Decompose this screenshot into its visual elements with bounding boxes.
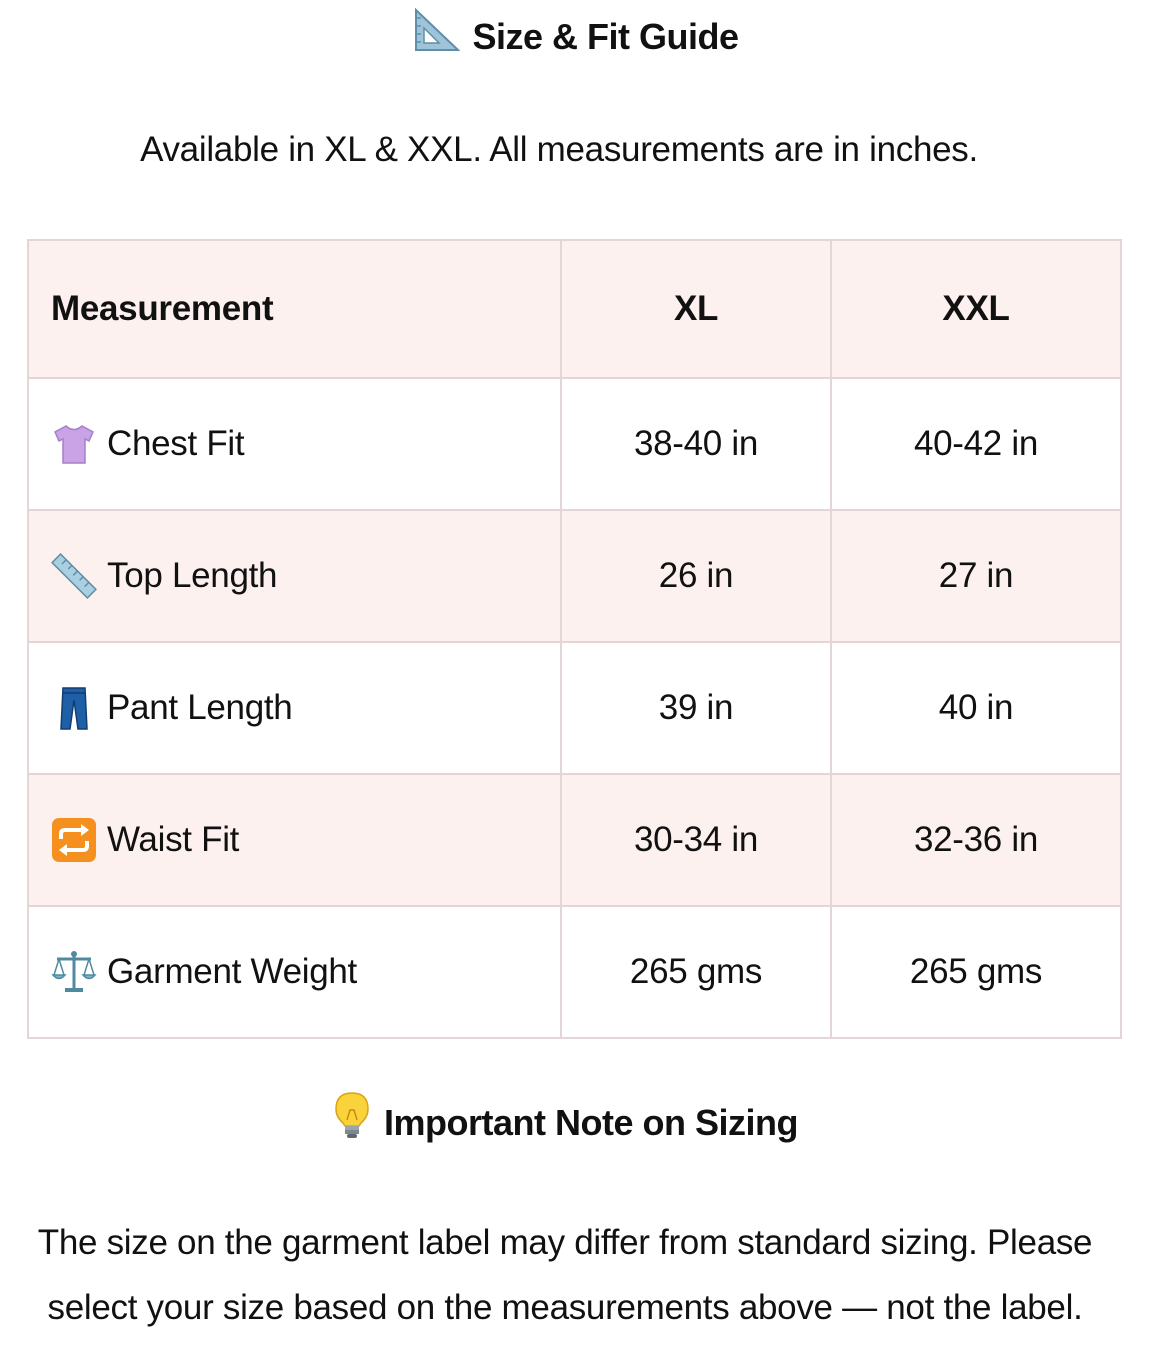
- table-row: [28, 906, 1121, 1038]
- size-table: [27, 239, 1122, 1039]
- note-title-text: Important Note on Sizing: [384, 1102, 798, 1143]
- column-header-xl: XL: [561, 240, 831, 378]
- t-shirt-icon: [51, 421, 97, 467]
- row-label: Garment Weight: [107, 952, 357, 991]
- title-text: Size & Fit Guide: [472, 16, 739, 57]
- jeans-icon: [51, 685, 97, 731]
- xxl-value: 40-42 in: [831, 378, 1121, 510]
- row-label: Waist Fit: [107, 820, 240, 859]
- note-title: [0, 1090, 1130, 1156]
- xl-value: 38-40 in: [561, 378, 831, 510]
- xxl-value: 27 in: [831, 510, 1121, 642]
- xxl-value: 265 gms: [831, 906, 1121, 1038]
- note-line: The size on the garment label may differ from standard sizing. Please: [37, 1223, 1093, 1262]
- measurement-cell: [28, 510, 561, 642]
- light-bulb-icon: [332, 1090, 372, 1156]
- balance-scale-icon: [51, 949, 97, 995]
- note-body: [20, 1210, 1110, 1340]
- row-label: Top Length: [107, 556, 278, 595]
- xxl-value: 32-36 in: [831, 774, 1121, 906]
- straight-ruler-icon: [51, 553, 97, 599]
- measurement-cell: [28, 906, 561, 1038]
- table-row: [28, 510, 1121, 642]
- table-row: [28, 378, 1121, 510]
- measurement-cell: [28, 774, 561, 906]
- xl-value: 39 in: [561, 642, 831, 774]
- row-label: Pant Length: [107, 688, 293, 727]
- measurement-cell: [28, 642, 561, 774]
- table-header-row: [28, 240, 1121, 378]
- triangular-ruler-icon: [412, 8, 460, 66]
- column-header-xxl: XXL: [831, 240, 1121, 378]
- xl-value: 26 in: [561, 510, 831, 642]
- xl-value: 265 gms: [561, 906, 831, 1038]
- repeat-arrows-icon: [51, 817, 97, 863]
- xxl-value: 40 in: [831, 642, 1121, 774]
- measurement-cell: [28, 378, 561, 510]
- xl-value: 30-34 in: [561, 774, 831, 906]
- column-header-measurement: Measurement: [28, 240, 561, 378]
- page-title: [0, 8, 1151, 66]
- row-label: Chest Fit: [107, 424, 245, 463]
- table-row: [28, 642, 1121, 774]
- subtitle: Available in XL & XXL. All measurements are in inches.: [140, 130, 978, 169]
- note-line: select your size based on the measurements above — not the label.: [47, 1288, 1083, 1327]
- table-row: [28, 774, 1121, 906]
